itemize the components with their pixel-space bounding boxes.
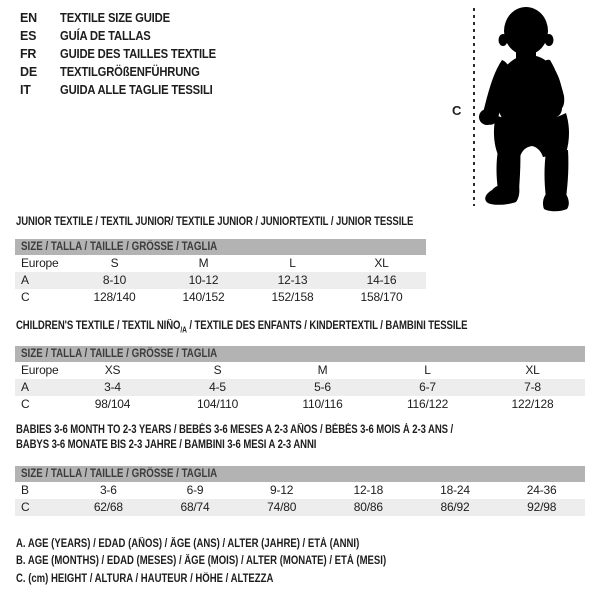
guide-title: GUIDE DES TAILLES TEXTILE (60, 47, 216, 61)
table-cell: M (198, 256, 209, 270)
table-cell: 14-16 (366, 273, 397, 287)
list-item (20, 63, 233, 81)
table-row (15, 272, 426, 289)
table-row (15, 396, 585, 413)
row-label: C (21, 397, 30, 411)
footnote-a: A. AGE (YEARS) / EDAD (AÑOS) / ÂGE (ANS) / ALTER (JAHRE) / ETÀ (ANNI) (16, 538, 360, 550)
table-cell: 4-5 (209, 380, 226, 394)
language-code: FR (20, 47, 37, 61)
table-cell: 12-18 (353, 483, 384, 497)
babies-size-table (15, 466, 585, 516)
size-header-bar: SIZE / TALLA / TAILLE / GRÖSSE / TAGLIA (15, 239, 426, 255)
language-code: EN (20, 11, 37, 25)
table-cell: 74/80 (267, 500, 297, 514)
language-title-list (20, 9, 233, 99)
table-cell: 80/86 (353, 500, 383, 514)
row-label: Europe (21, 256, 59, 270)
guide-title: GUÍA DE TALLAS (60, 29, 151, 43)
language-code: IT (20, 83, 31, 97)
footnote-c: C. (cm) HEIGHT / ALTURA / HAUTEUR / HÖHE / ALTEZZA (16, 572, 274, 585)
legend-footnotes (16, 536, 462, 588)
row-label: C (21, 500, 30, 514)
table-cell: 104/110 (196, 397, 239, 411)
table-cell: XL (525, 363, 540, 377)
table-cell: S (213, 363, 222, 377)
table-cell: 8-10 (102, 273, 127, 287)
table-cell: S (110, 256, 119, 270)
list-item (20, 45, 233, 63)
table-cell: 9-12 (270, 483, 294, 497)
footnote-b: B. AGE (MONTHS) / EDAD (MESES) / ÂGE (MOIS) / ALTER (MONATE) / ETÀ (MESI) (16, 555, 387, 568)
height-measure-label: C (452, 103, 462, 118)
table-cell: 110/116 (302, 397, 343, 411)
table-row (15, 482, 585, 499)
list-item (20, 27, 233, 45)
table-cell: XL (374, 256, 389, 270)
language-code: DE (20, 65, 37, 79)
table-cell: 3-6 (99, 483, 117, 497)
table-cell: 12-13 (277, 273, 308, 287)
table-cell: 6-9 (186, 483, 204, 497)
table-cell: XS (104, 363, 121, 377)
children-size-table (15, 346, 585, 413)
table-cell: 116/122 (406, 397, 449, 411)
table-title: BABIES 3-6 MONTH TO 2-3 YEARS / BEBÉS 3-6 MESES A 2-3 AÑOS / BÉBÉS 3-6 MOIS À 2-3 ANS / BABYS 3-6 MONATE BIS 2-3 JAHRE / BAMBINI 3-6 MESI A 2-3 ANNI (16, 424, 454, 451)
table-body (15, 255, 426, 306)
guide-title: TEXTILGRÖßENFÜHRUNG (60, 65, 200, 79)
table-title: CHILDREN'S TEXTILE / TEXTIL $NIÑO_{/A}$ / TEXTILE DES ENFANTS / KINDERTEXTIL / BAMBINI TESSILE (16, 320, 468, 335)
table-cell: 5-6 (314, 380, 331, 394)
table-cell: 86/92 (440, 500, 470, 514)
row-label: A (21, 380, 29, 394)
table-row (15, 255, 426, 272)
table-row (15, 379, 585, 396)
size-header-bar: SIZE / TALLA / TAILLE / GRÖSSE / TAGLIA (15, 466, 585, 482)
table-cell: 92/98 (527, 500, 557, 514)
table-row (15, 289, 426, 306)
table-cell: 128/140 (93, 290, 136, 304)
table-cell: 122/128 (511, 397, 554, 411)
table-cell: 68/74 (180, 500, 210, 514)
table-cell: 158/170 (360, 290, 403, 304)
table-row (15, 499, 585, 516)
table-cell: 3-4 (104, 380, 121, 394)
size-header-bar: SIZE / TALLA / TAILLE / GRÖSSE / TAGLIA (15, 346, 585, 362)
table-cell: 7-8 (524, 380, 541, 394)
table-title: JUNIOR TEXTILE / TEXTIL JUNIOR/ TEXTILE JUNIOR / JUNIORTEXTIL / JUNIOR TESSILE (16, 216, 414, 228)
table-cell: 98/104 (94, 397, 131, 411)
guide-title: TEXTILE SIZE GUIDE (60, 11, 170, 25)
table-cell: 62/68 (93, 500, 123, 514)
table-cell: 140/152 (182, 290, 225, 304)
table-row (15, 362, 585, 379)
baby-silhouette (470, 0, 600, 215)
table-cell: M (317, 363, 328, 377)
table-cell: 10-12 (188, 273, 219, 287)
table-cell: L (424, 363, 431, 377)
list-item (20, 9, 233, 27)
table-cell: 24-36 (526, 483, 557, 497)
row-label: C (21, 290, 30, 304)
row-label: B (21, 483, 29, 497)
list-item (20, 81, 233, 99)
guide-title: GUIDA ALLE TAGLIE TESSILI (60, 83, 213, 97)
table-cell: 18-24 (440, 483, 470, 497)
row-label: Europe (21, 363, 59, 377)
table-cell: L (289, 256, 296, 270)
row-label: A (21, 273, 29, 287)
table-cell: 152/158 (271, 290, 314, 304)
language-code: ES (20, 29, 37, 43)
table-body (15, 362, 585, 413)
table-cell: 6-7 (419, 380, 436, 394)
table-body (15, 482, 585, 516)
junior-size-table (15, 239, 426, 306)
